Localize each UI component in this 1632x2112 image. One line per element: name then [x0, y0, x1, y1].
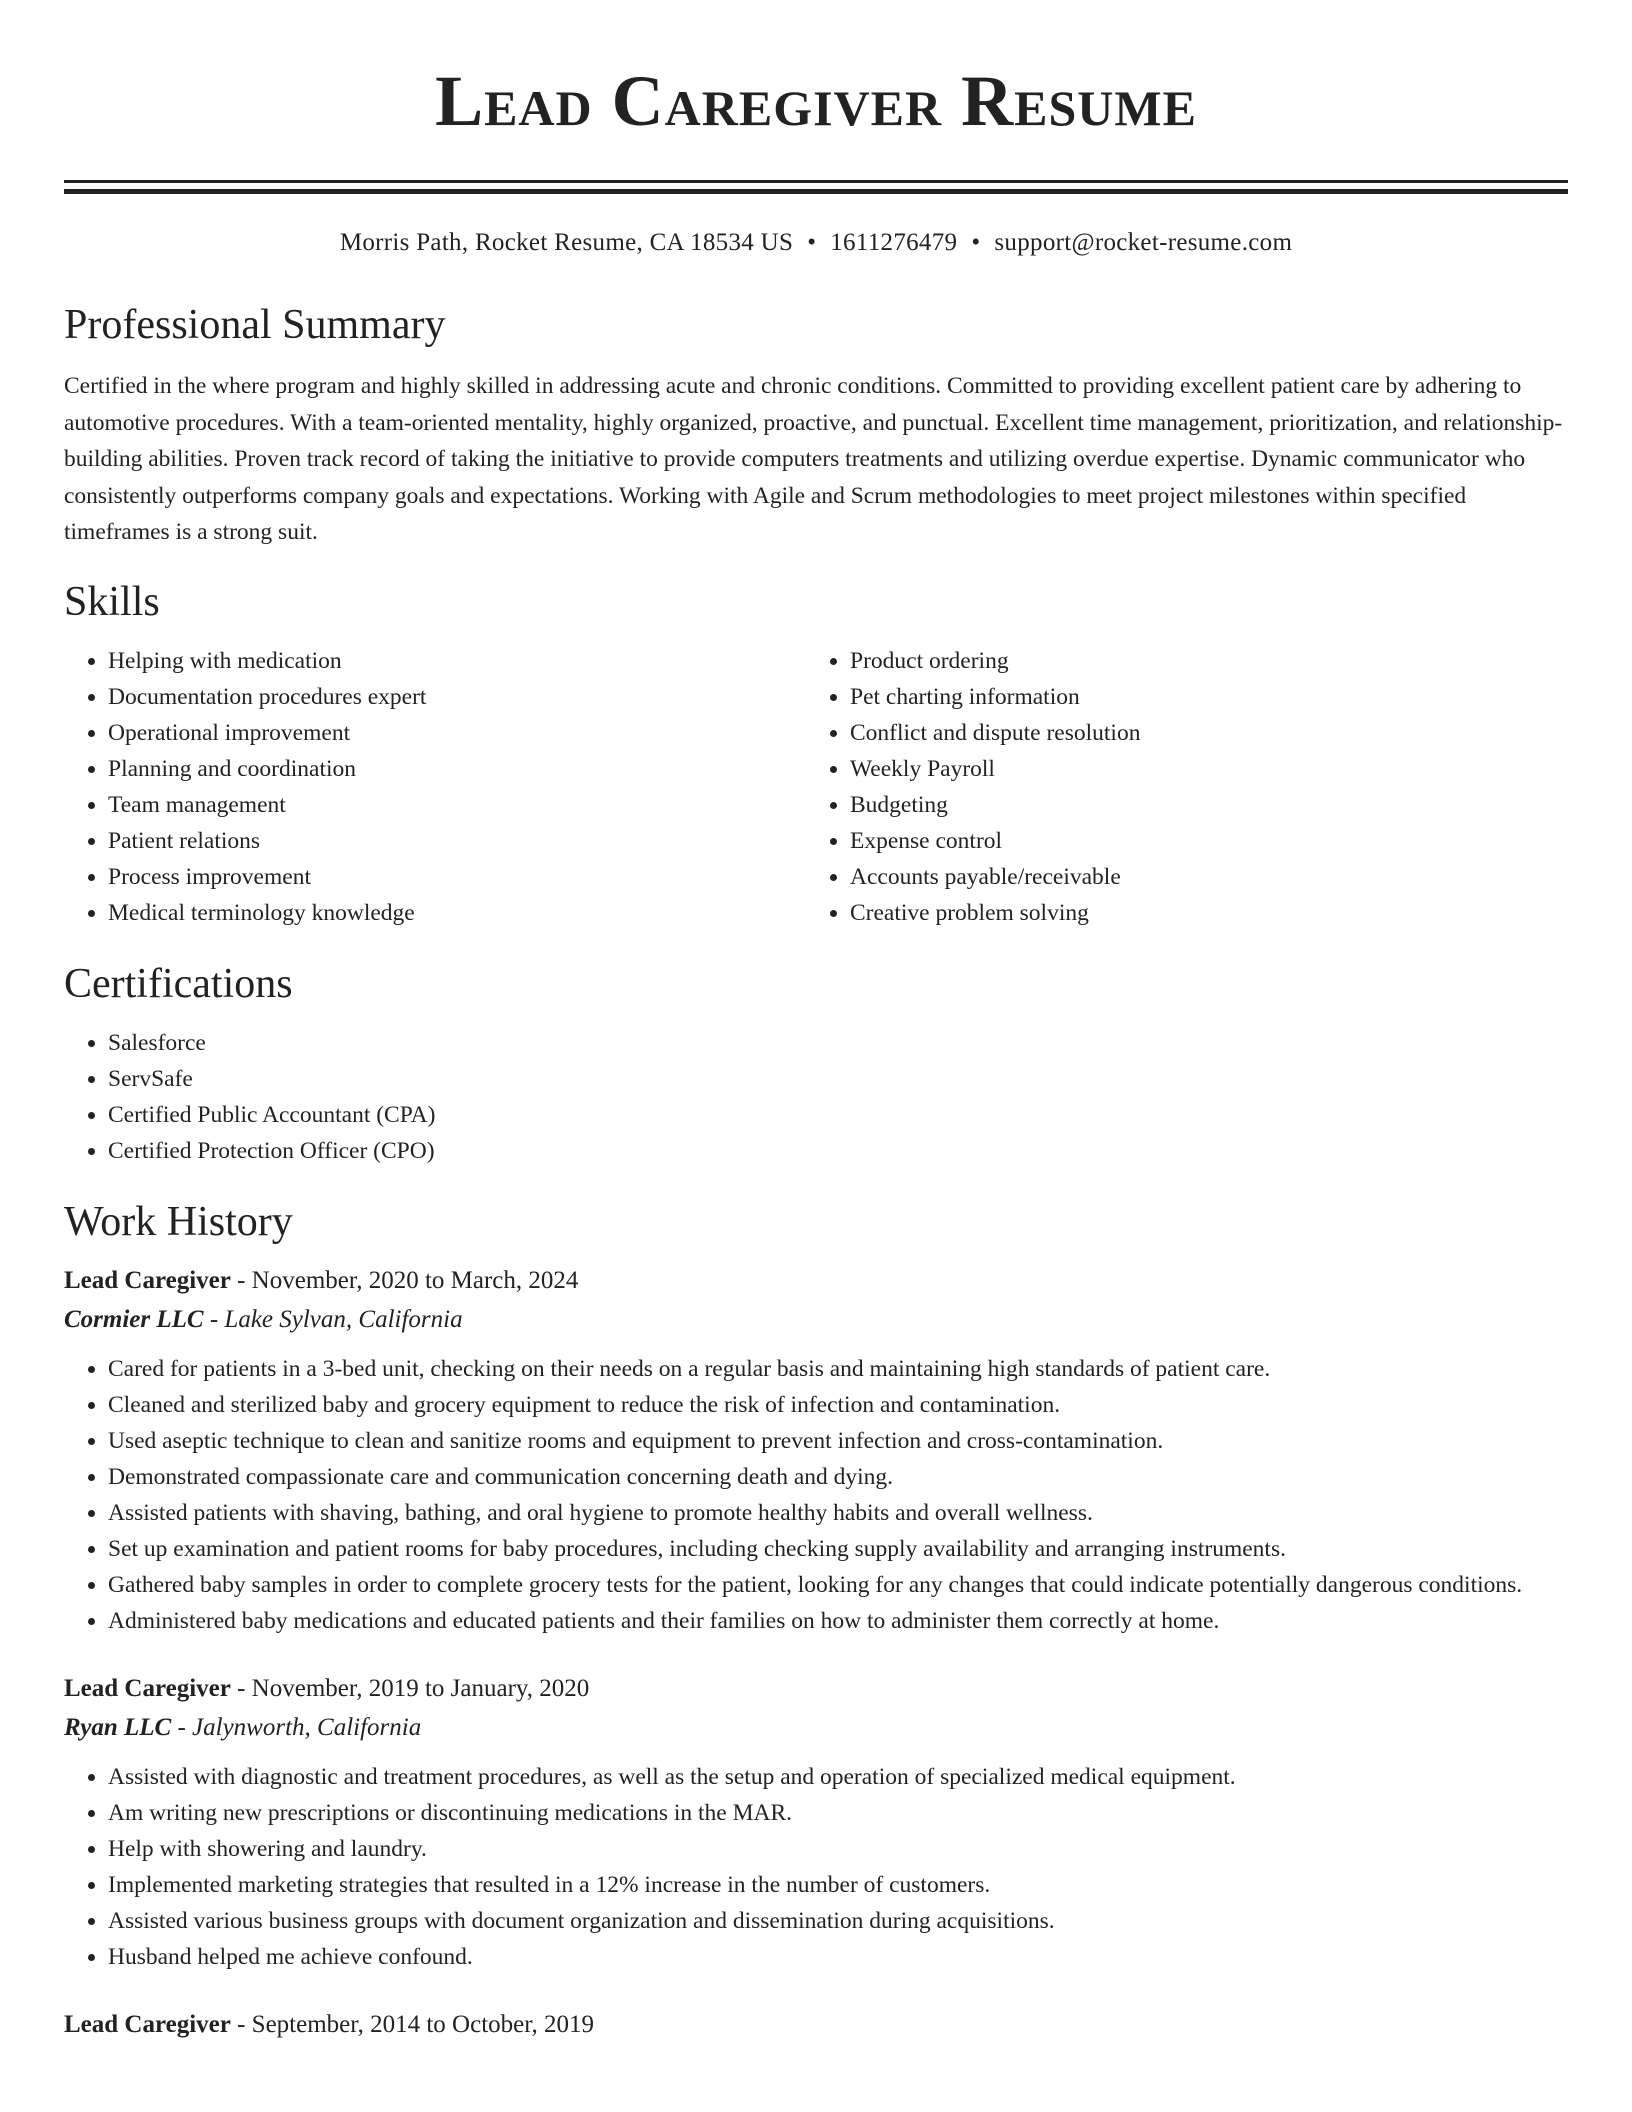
job-title-line	[64, 1261, 1568, 1300]
skill-item: • Operational improvement	[108, 715, 806, 751]
contact-separator: •	[807, 229, 817, 256]
job-dates: - November, 2019 to January, 2020	[237, 1674, 590, 1702]
skill-item: • Budgeting	[850, 787, 1548, 823]
skill-item: • Product ordering	[850, 643, 1548, 679]
skills-heading: Skills	[64, 578, 160, 625]
job-company-line	[64, 1708, 1568, 1747]
certification-item: • Salesforce	[108, 1025, 1568, 1061]
job-entry	[64, 1261, 1568, 1639]
skill-item: • Conflict and dispute resolution	[850, 715, 1548, 751]
contact-address: Morris Path, Rocket Resume, CA 18534 US	[339, 229, 794, 256]
title-divider-thick	[64, 189, 1568, 194]
skill-item: • Weekly Payroll	[850, 751, 1548, 787]
job-entry	[64, 1669, 1568, 1975]
job-bullet: • Demonstrated compassionate care and communication concerning death and dying.	[108, 1459, 1568, 1495]
job-bullet: • Set up examination and patient rooms for baby procedures, including checking supply availability and arranging instruments.	[108, 1531, 1568, 1567]
skills-list-right	[806, 643, 1548, 931]
work-history-heading: Work History	[64, 1198, 293, 1245]
skill-item: • Helping with medication	[108, 643, 806, 679]
skill-item: • Planning and coordination	[108, 751, 806, 787]
job-bullet: • Gathered baby samples in order to complete grocery tests for the patient, looking for any changes that could indicate potentially dangerous conditions.	[108, 1567, 1568, 1603]
contact-phone: 1611276479	[830, 229, 958, 256]
summary-heading: Professional Summary	[64, 302, 446, 348]
skill-item: • Team management	[108, 787, 806, 823]
skill-item: • Documentation procedures expert	[108, 679, 806, 715]
job-bullet: • Assisted with diagnostic and treatment procedures, as well as the setup and operation of specialized medical equipment.	[108, 1759, 1568, 1795]
job-title: Lead Caregiver	[64, 2010, 231, 2038]
job-dates: - September, 2014 to October, 2019	[237, 2010, 595, 2038]
job-company-line	[64, 1300, 1568, 1339]
job-bullet: • Am writing new prescriptions or discontinuing medications in the MAR.	[108, 1795, 1568, 1831]
certification-item: • Certified Protection Officer (CPO)	[108, 1133, 1568, 1169]
job-title-line	[64, 1669, 1568, 1708]
job-location: - Jalynworth, California	[177, 1713, 422, 1741]
job-company: Cormier LLC	[64, 1305, 204, 1333]
title-divider-thin	[64, 180, 1568, 183]
contact-email: support@rocket-resume.com	[994, 229, 1293, 256]
resume-title: Lead Caregiver Resume	[435, 61, 1197, 141]
job-dates: - November, 2020 to March, 2024	[237, 1266, 579, 1294]
job-title-line	[64, 2005, 1568, 2044]
certification-item: • ServSafe	[108, 1061, 1568, 1097]
certifications-list	[64, 1025, 1568, 1169]
job-bullet: • Implemented marketing strategies that resulted in a 12% increase in the number of customers.	[108, 1867, 1568, 1903]
job-location: - Lake Sylvan, California	[209, 1305, 463, 1333]
skill-item: • Patient relations	[108, 823, 806, 859]
job-title: Lead Caregiver	[64, 1266, 231, 1294]
job-bullets	[64, 1759, 1568, 1975]
job-bullet: • Assisted patients with shaving, bathing, and oral hygiene to promote healthy habits and overall wellness.	[108, 1495, 1568, 1531]
job-bullet: • Cared for patients in a 3-bed unit, checking on their needs on a regular basis and maintaining high standards of patient care.	[108, 1351, 1568, 1387]
certification-item: • Certified Public Accountant (CPA)	[108, 1097, 1568, 1133]
summary-text: Certified in the where program and highly skilled in addressing acute and chronic conditions. Committed to providing excellent patient care by adhering to automotive procedures. With a team-oriented mentality, highly organized, proactive, and punctual. Excellent time management, prioritization, and relationship-building abilities. Proven track record of taking the initiative to provide computers treatments and utilizing overdue expertise. Dynamic communicator who consistently outperforms company goals and expectations. Working with Agile and Scrum methodologies to meet project milestones within specified timeframes is a strong suit.	[64, 373, 1563, 545]
job-bullet: • Administered baby medications and educated patients and their families on how to administer them correctly at home.	[108, 1603, 1568, 1639]
job-company: Ryan LLC	[64, 1713, 172, 1741]
contact-line	[64, 228, 1568, 258]
skills-columns	[64, 643, 1568, 931]
job-bullet: • Husband helped me achieve confound.	[108, 1939, 1568, 1975]
job-title: Lead Caregiver	[64, 1674, 231, 1702]
skill-item: • Expense control	[850, 823, 1548, 859]
skills-list-left	[64, 643, 806, 931]
skill-item: • Accounts payable/receivable	[850, 859, 1548, 895]
skill-item: • Pet charting information	[850, 679, 1548, 715]
job-bullet: • Help with showering and laundry.	[108, 1831, 1568, 1867]
contact-separator: •	[971, 229, 981, 256]
job-bullet: • Assisted various business groups with document organization and dissemination during acquisitions.	[108, 1903, 1568, 1939]
job-entry	[64, 2005, 1568, 2044]
skill-item: • Medical terminology knowledge	[108, 895, 806, 931]
job-bullets	[64, 1351, 1568, 1639]
skill-item: • Creative problem solving	[850, 895, 1548, 931]
skill-item: • Process improvement	[108, 859, 806, 895]
certifications-heading: Certifications	[64, 960, 293, 1007]
job-bullet: • Cleaned and sterilized baby and grocery equipment to reduce the risk of infection and contamination.	[108, 1387, 1568, 1423]
job-bullet: • Used aseptic technique to clean and sanitize rooms and equipment to prevent infection and cross-contamination.	[108, 1423, 1568, 1459]
